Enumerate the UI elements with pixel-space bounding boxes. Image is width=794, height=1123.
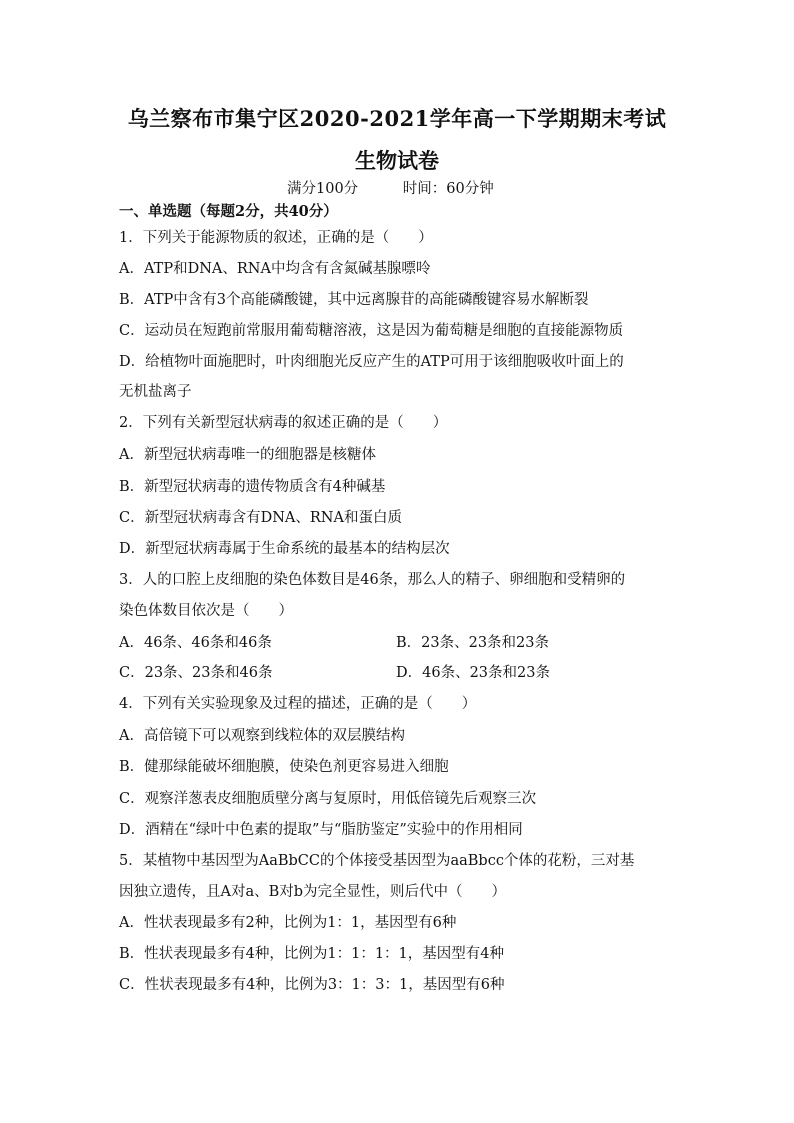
question-4-stem: 4．下列有关实验现象及过程的描述，正确的是（ ） [119, 696, 477, 712]
full-score: 满分100分 [287, 181, 359, 197]
question-2-stem: 2．下列有关新型冠状病毒的叙述正确的是（ ） [119, 415, 448, 431]
exam-subject: 生物试卷 [355, 148, 439, 173]
question-1-option-a: A．ATP和DNA、RNA中均含有含氮碱基腺嘌呤 [119, 261, 431, 277]
question-4-option-d: D．酒精在“绿叶中色素的提取”与“脂肪鉴定”实验中的作用相同 [119, 822, 523, 838]
question-2-option-a: A．新型冠状病毒唯一的细胞器是核糖体 [119, 447, 376, 463]
question-1-option-b: B．ATP中含有3个高能磷酸键，其中远离腺苷的高能磷酸键容易水解断裂 [119, 292, 589, 308]
question-4-option-c: C．观察洋葱表皮细胞质壁分离与复原时，用低倍镜先后观察三次 [119, 791, 537, 807]
question-3-option-b: B．23条、23条和23条 [396, 635, 550, 651]
question-1-option-c: C．运动员在短跑前常服用葡萄糖溶液，这是因为葡萄糖是细胞的直接能源物质 [119, 323, 624, 339]
question-1-option-d-continued: 无机盐离子 [119, 384, 192, 400]
question-1-stem: 1．下列关于能源物质的叙述，正确的是（ ） [119, 230, 433, 246]
question-3-stem: 3．人的口腔上皮细胞的染色体数目是46条，那么人的精子、卵细胞和受精卵的 [119, 572, 626, 588]
question-4-option-a: A．高倍镜下可以观察到线粒体的双层膜结构 [119, 728, 405, 744]
exam-meta [287, 179, 494, 199]
section-heading: 一、单选题（每题2分，共40分） [119, 203, 338, 220]
question-3-option-c: C．23条、23条和46条 [119, 665, 273, 681]
question-2-option-b: B．新型冠状病毒的遗传物质含有4种碱基 [119, 479, 386, 495]
question-3-option-a: A．46条、46条和46条 [119, 635, 272, 651]
question-3-option-d: D．46条、23条和23条 [396, 665, 550, 681]
question-1-option-d: D．给植物叶面施肥时，叶肉细胞光反应产生的ATP可用于该细胞吸收叶面上的 [119, 354, 624, 370]
question-5-option-c: C．性状表现最多有4种，比例为3：1：3：1，基因型有6种 [119, 977, 505, 993]
question-2-option-c: C．新型冠状病毒含有DNA、RNA和蛋白质 [119, 510, 402, 526]
question-5-stem-continued: 因独立遗传，且A对a、B对b为完全显性，则后代中（ ） [119, 884, 507, 900]
exam-duration: 时间：60分钟 [402, 181, 494, 197]
exam-title: 乌兰察布市集宁区2020-2021学年高一下学期期末考试 [127, 106, 667, 131]
question-4-option-b: B．健那绿能破坏细胞膜，使染色剂更容易进入细胞 [119, 759, 449, 775]
question-5-option-b: B．性状表现最多有4种，比例为1：1：1：1，基因型有4种 [119, 946, 505, 962]
question-5-option-a: A．性状表现最多有2种，比例为1：1，基因型有6种 [119, 915, 457, 931]
question-5-stem: 5．某植物中基因型为AaBbCC的个体接受基因型为aaBbcc个体的花粉，三对基 [119, 853, 635, 869]
question-3-stem-continued: 染色体数目依次是（ ） [119, 603, 293, 619]
question-2-option-d: D．新型冠状病毒属于生命系统的最基本的结构层次 [119, 541, 450, 557]
